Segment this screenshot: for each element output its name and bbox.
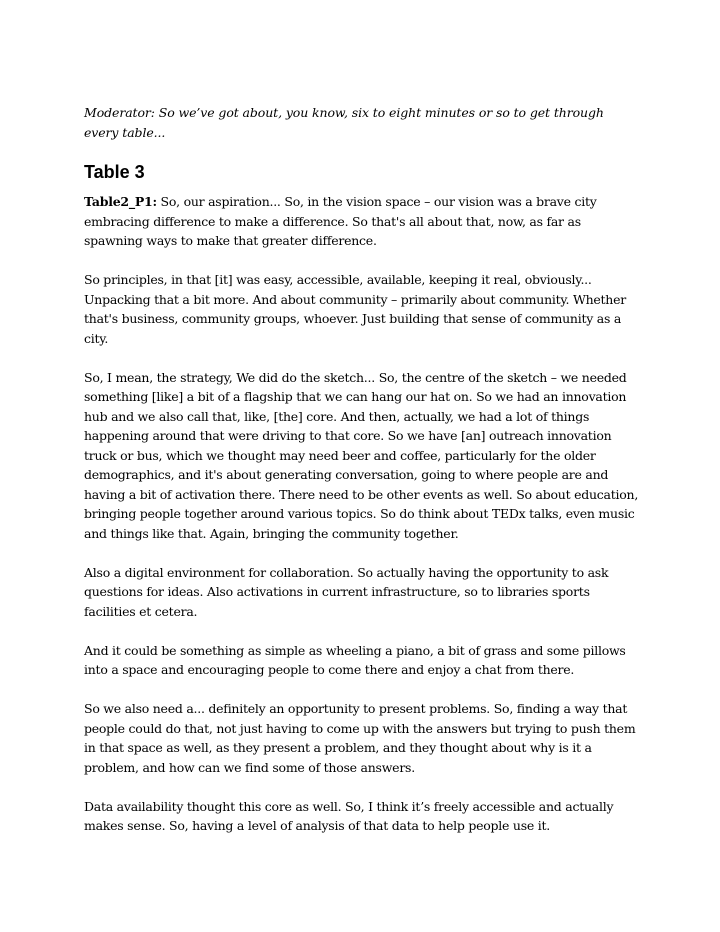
paragraph-3: So, I mean, the strategy, We did do the sketch... So, the centre of the sketch – we needed something [like] a bit of a flagship that we can hang our hat on. So we had an innovation hub and we also call that, like, [the] core. And then, actually, we had a lot of things happening around that were driving to that core. So we have [an] outreach innovation truck or bus, which we thought may need beer and coffee, particularly for the older demographics, and it's about generating conversation, going to where people are and having a bit of activation there. There need to be other events as well. So about education, bringing people together around various topics. So do think about TEDx talks, even music and things like that. Again, bringing the community together. [84,369,639,541]
moderator-line: Moderator: So we’ve got about, you know, six to eight minutes or so to get through every table... [84,105,604,140]
paragraph-5: And it could be something as simple as wheeling a piano, a bit of grass and some pillows into a space and encouraging people to come there and enjoy a chat from there. [84,642,626,677]
section-heading: Table 3 [84,162,145,182]
speaker-label: Table2_P1: [84,194,157,209]
paragraph-2: So principles, in that [it] was easy, accessible, available, keeping it real, obviously... Unpacking that a bit more. And about community – primarily about community. Whether that's business, community groups, whoever. Just building that sense of community as a city. [84,272,626,346]
document-page [84,103,640,855]
paragraph-4: Also a digital environment for collaboration. So actually having the opportunity to ask questions for ideas. Also activations in current infrastructure, so to libraries sports facilities et cetera. [84,564,609,619]
paragraph-6: So we also need a... definitely an opportunity to present problems. So, finding a way that people could do that, not just having to come up with the answers but trying to push them in that space as well, as they present a problem, and they thought about why is it a problem, and how can we find some of those answers. [84,701,636,775]
paragraph-7: Data availability thought this core as well. So, I think it’s freely accessible and actually makes sense. So, having a level of analysis of that data to help people use it. [84,798,614,833]
paragraph-1 [84,192,640,251]
paragraph-text: So, our aspiration... So, in the vision space – our vision was a brave city embracing difference to make a difference. So that's all about that, now, as far as spawning ways to make that greater difference. [84,194,597,248]
